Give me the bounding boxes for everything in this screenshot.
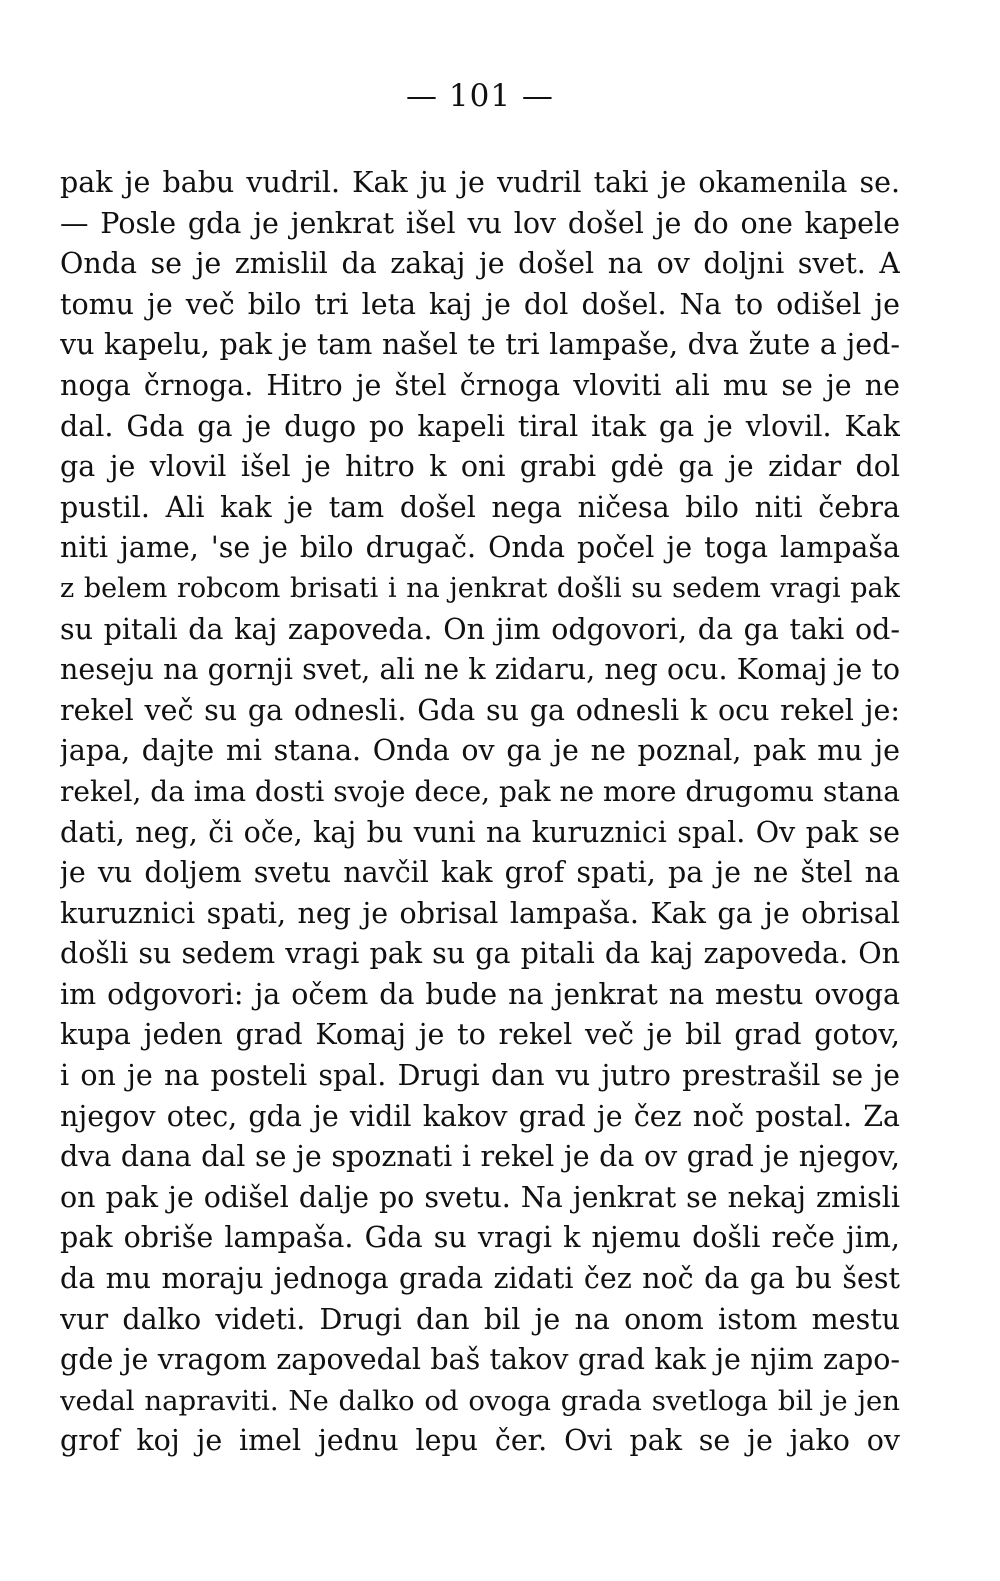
text-line: pak je babu vudril. Kak ju je vudril taki je okamenila se.: [60, 166, 900, 199]
text-line: im odgovori: ja očem da bude na jenkrat na mestu ovoga: [60, 977, 900, 1011]
text-line: grof koj je imel jednu lepu čer. Ovi pak se je jako ov: [60, 1424, 900, 1458]
text-line: — Posle gda je jenkrat išel vu lov došel je do one kapele: [60, 206, 900, 240]
text-line: ga je vlovil išel je hitro k oni grabi gdė ga je zidar dol: [60, 450, 900, 484]
text-line: rekel, da ima dosti svoje dece, pak ne more drugomu stana: [60, 774, 900, 808]
text-line: rekel več su ga odnesli. Gda su ga odnesli k ocu rekel je:: [60, 693, 900, 727]
text-line: niti jame, 'se je bilo drugač. Onda počel je toga lampaša: [60, 531, 900, 565]
text-line: njegov otec, gda je vidil kakov grad je čez noč postal. Za: [60, 1099, 900, 1133]
text-line: vu kapelu, pak je tam našel te tri lampaše, dva žute a jed-: [60, 328, 900, 362]
text-line: on pak je odišel dalje po svetu. Na jenkrat se nekaj zmisli: [60, 1180, 900, 1214]
body-text: [60, 163, 900, 1462]
text-line: dal. Gda ga je dugo po kapeli tiral itak ga je vlovil. Kak: [60, 409, 900, 443]
text-line: pak obriše lampaša. Gda su vragi k njemu došli reče jim,: [60, 1221, 900, 1255]
text-line: gde je vragom zapovedal baš takov grad kak je njim zapo-: [60, 1343, 900, 1377]
text-line: kupa jeden grad Komaj je to rekel več je bil grad gotov,: [60, 1018, 900, 1052]
text-line: i on je na posteli spal. Drugi dan vu jutro prestrašil se je: [60, 1059, 900, 1093]
text-line: su pitali da kaj zapoveda. On jim odgovori, da ga taki od-: [60, 612, 900, 646]
text-line: japa, dajte mi stana. Onda ov ga je ne poznal, pak mu je: [60, 734, 900, 768]
text-line: da mu moraju jednoga grada zidati čez noč da ga bu šest: [60, 1262, 900, 1296]
text-line: neseju na gornji svet, ali ne k zidaru, neg ocu. Komaj je to: [60, 653, 900, 687]
text-line: vedal napraviti. Ne dalko od ovoga grada svetloga bil je jen: [60, 1384, 900, 1417]
text-line: kuruznici spati, neg je obrisal lampaša. Kak ga je obrisal: [60, 896, 900, 930]
text-line: je vu doljem svetu navčil kak grof spati, pa je ne štel na: [60, 856, 900, 890]
text-line: noga črnoga. Hitro je štel črnoga vloviti ali mu se je ne: [60, 368, 900, 402]
text-line: Onda se je zmislil da zakaj je došel na ov doljni svet. A: [60, 247, 900, 281]
text-line: pustil. Ali kak je tam došel nega ničesa bilo niti čebra: [60, 490, 900, 524]
text-line: dati, neg, či oče, kaj bu vuni na kuruznici spal. Ov pak se: [60, 815, 900, 849]
page-number: — 101 —: [406, 78, 554, 114]
text-line: vur dalko videti. Drugi dan bil je na onom istom mestu: [60, 1302, 900, 1336]
text-line: došli su sedem vragi pak su ga pitali da kaj zapoveda. On: [60, 937, 900, 971]
text-line: dva dana dal se je spoznati i rekel je da ov grad je njegov,: [60, 1140, 900, 1174]
text-line: z belem robcom brisati i na jenkrat došli su sedem vragi pak: [60, 572, 900, 604]
text-line: tomu je več bilo tri leta kaj je dol došel. Na to odišel je: [60, 287, 900, 321]
